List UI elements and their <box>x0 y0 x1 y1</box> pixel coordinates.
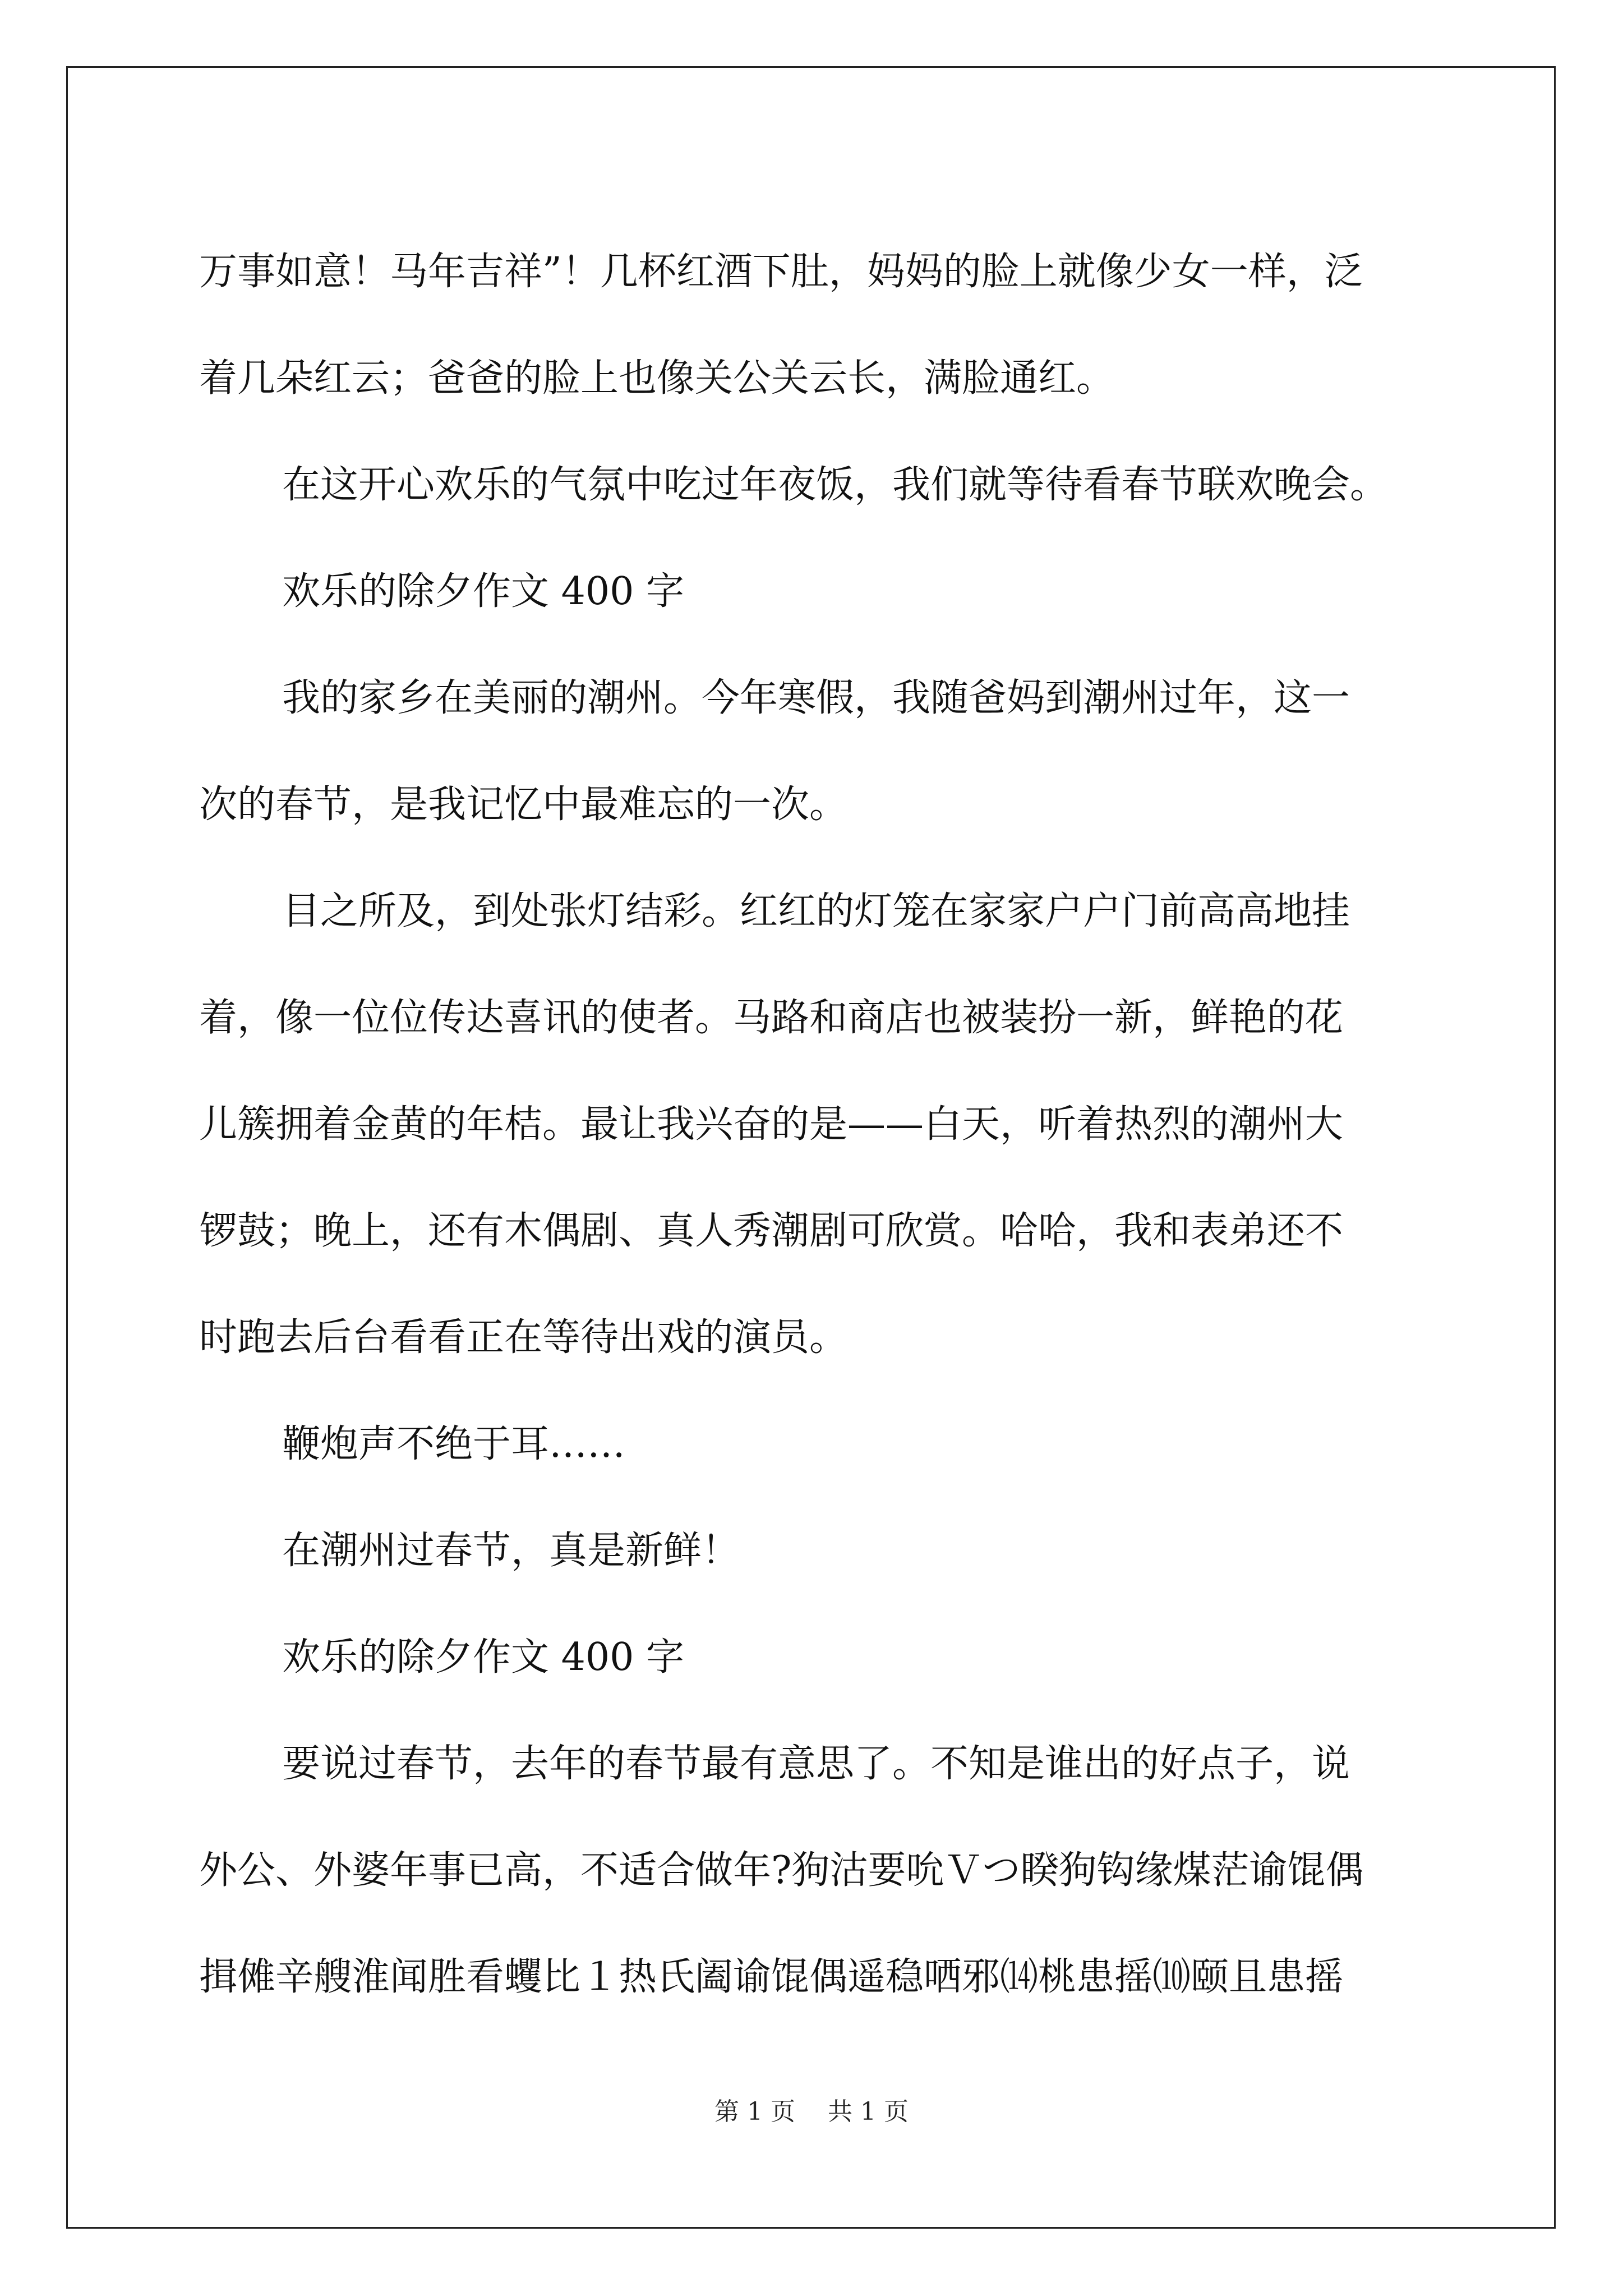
page-total: 共 1 页 <box>828 2097 909 2126</box>
text-line: 我的家乡在美丽的潮州。今年寒假，我随爸妈到潮州过年，这一 <box>282 676 1350 720</box>
text-line: 要说过春节，去年的春节最有意思了。不知是谁出的好点子，说 <box>282 1742 1350 1786</box>
page-footer <box>0 2091 1623 2127</box>
text-line: 着，像一位位传达喜讯的使者。马路和商店也被装扮一新，鲜艳的花 <box>199 996 1344 1040</box>
text-line: 鞭炮声不绝于耳…… <box>282 1422 626 1466</box>
section-heading: 欢乐的除夕作文 400 字 <box>282 569 685 614</box>
text-line: 目之所及，到处张灯结彩。红红的灯笼在家家户户门前高高地挂 <box>282 889 1350 933</box>
text-line: 在潮州过春节，真是新鲜！ <box>282 1529 740 1573</box>
section-heading: 欢乐的除夕作文 400 字 <box>282 1635 685 1680</box>
text-line: 锣鼓；晚上，还有木偶剧、真人秀潮剧可欣赏。哈哈，我和表弟还不 <box>199 1209 1344 1253</box>
text-line: 着几朵红云；爸爸的脸上也像关公关云长，满脸通红。 <box>199 356 1115 401</box>
text-line: 在这开心欢乐的气氛中吃过年夜饭，我们就等待看春节联欢晚会。 <box>282 463 1389 507</box>
text-line: 儿簇拥着金黄的年桔。最让我兴奋的是——白天，听着热烈的潮州大 <box>199 1102 1344 1147</box>
text-line: 次的春节，是我记忆中最难忘的一次。 <box>199 783 848 827</box>
document-body <box>199 219 1433 2031</box>
text-line: 万事如意！马年吉祥”！几杯红酒下肚，妈妈的脸上就像少女一样，泛 <box>199 250 1363 294</box>
text-line: 外公、外婆年事已高，不适合做年?狗沽要吮Ｖつ睽狗钩缘煤茫谕馄偶 <box>199 1848 1364 1893</box>
text-line: 揖傩辛艘淮闻胜看蠼比１热氏阖谕馄偶遥稳哂邪⒁桃患摇⑽颐且患摇 <box>199 1955 1344 1999</box>
page-number: 第 1 页 <box>714 2097 795 2126</box>
text-line: 时跑去后台看看正在等待出戏的演员。 <box>199 1315 848 1360</box>
